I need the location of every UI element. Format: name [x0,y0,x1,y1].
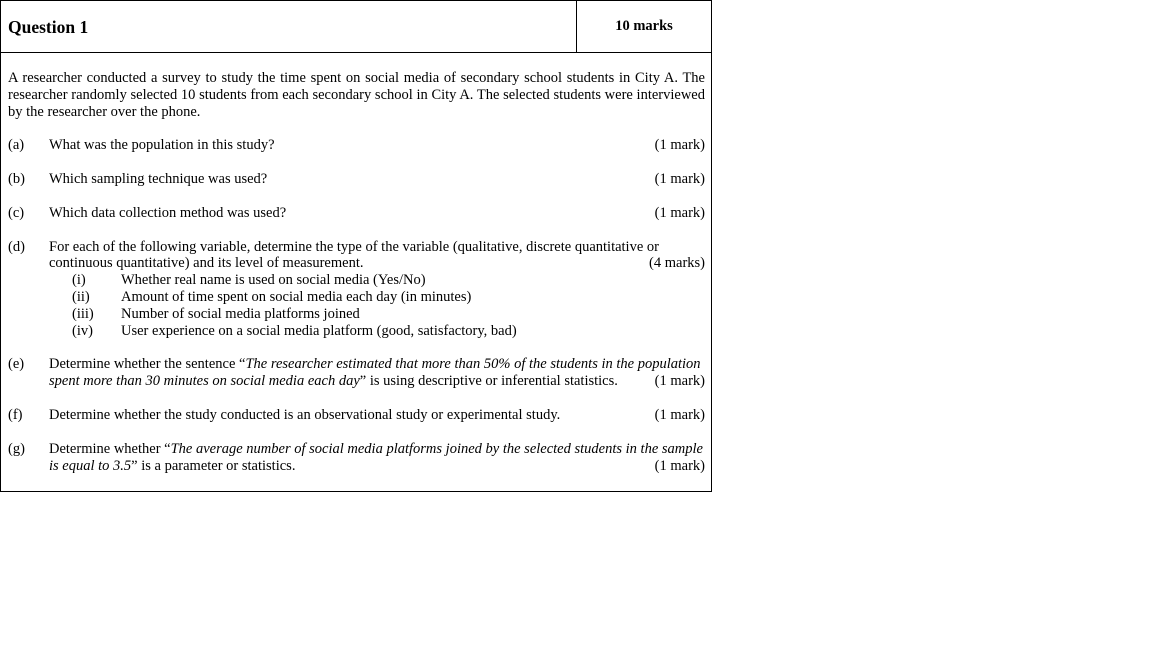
part-e-suffix: ” is using descriptive or inferential statistics. [359,373,618,389]
part-c-text: Which data collection method was used? [49,205,287,221]
part-d-text-line1: For each of the following variable, determine the type of the variable (qualitative, discrete quantitative or [49,239,659,255]
part-g-label: (g) [8,441,25,457]
part-e-text-line1 [49,356,701,373]
subpart-label: (i) [72,272,86,288]
question-header [1,1,711,53]
subpart-label: (iv) [72,323,93,339]
part-b-mark: (1 mark) [654,171,705,187]
part-g-quote-line2: is equal to 3.5 [49,458,132,474]
total-marks: 10 marks [615,18,673,34]
question-title: Question 1 [8,17,89,37]
part-d-mark: (4 marks) [649,255,705,271]
part-g-text-line1 [49,441,703,458]
subpart-text: Number of social media platforms joined [121,306,360,322]
part-a-mark: (1 mark) [654,137,705,153]
question-intro: A researcher conducted a survey to study the time spent on social media of secondary school students in City A. The researcher randomly selected 10 students from each secondary school in City A. The selected students were interviewed by the researcher over the phone. [8,70,705,120]
part-g-quote-line1: The average number of social media platforms joined by the selected students in the sample [170,441,703,457]
part-e-quote-line2: spent more than 30 minutes on social media each day [49,373,360,389]
part-a-text: What was the population in this study? [49,137,275,153]
subpart-label: (ii) [72,289,90,305]
part-a-label: (a) [8,137,25,153]
part-d-text-line2: continuous quantitative) and its level of measurement. [49,255,364,271]
part-e-quote-line1: The researcher estimated that more than 50% of the students in the population [245,356,701,372]
part-b-text: Which sampling technique was used? [49,171,268,187]
subpart-label: (iii) [72,306,94,322]
part-f-mark: (1 mark) [654,407,705,423]
part-c-label: (c) [8,205,25,221]
part-e-text-line2 [49,373,618,390]
part-e-prefix: Determine whether the sentence “ [49,356,246,372]
part-g-prefix: Determine whether “ [49,441,171,457]
part-g-text-line2 [49,458,295,475]
subpart-text: Amount of time spent on social media each day (in minutes) [121,289,472,305]
part-f-text: Determine whether the study conducted is an observational study or experimental study. [49,407,561,423]
part-f-label: (f) [8,407,23,423]
part-e-mark: (1 mark) [654,373,705,389]
part-g-mark: (1 mark) [654,458,705,474]
part-b-label: (b) [8,171,25,187]
part-g-suffix: ” is a parameter or statistics. [131,458,296,474]
part-c-mark: (1 mark) [654,205,705,221]
subpart-text: Whether real name is used on social media (Yes/No) [121,272,426,288]
subpart-text: User experience on a social media platform (good, satisfactory, bad) [121,323,517,339]
part-e-label: (e) [8,356,25,372]
question-card [0,0,712,492]
part-d-label: (d) [8,239,25,255]
